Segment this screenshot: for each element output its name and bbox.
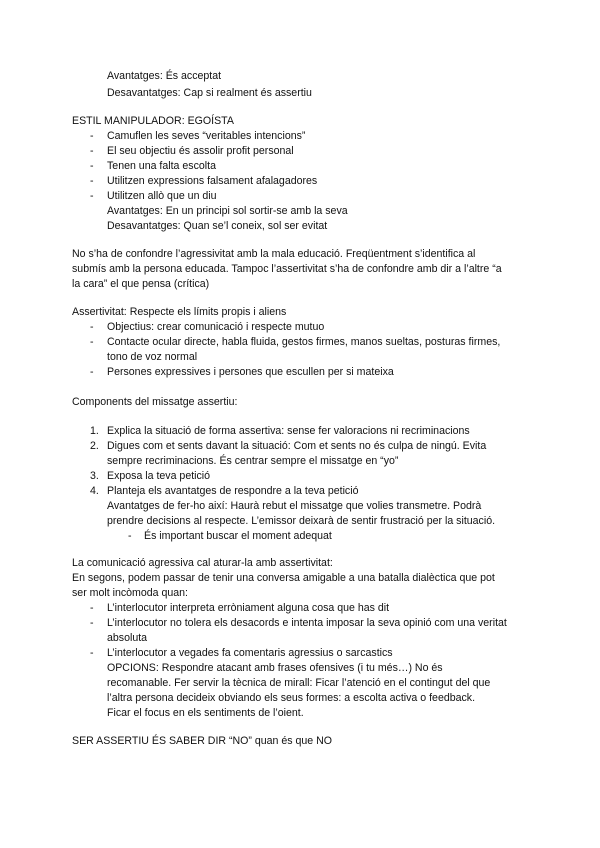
components-advantages: Avantatges de fer-ho així: Haurà rebut el missatge que volies transmetre. Podrà: [107, 500, 482, 512]
bullet-dash: -: [90, 647, 94, 659]
list-item: Camuflen les seves “veritables intencions”: [107, 130, 306, 142]
numbered-item: Exposa la teva petició: [107, 470, 211, 482]
list-item: Utilitzen allò que un diu: [107, 190, 217, 202]
bullet-dash: -: [128, 530, 132, 542]
list-item-continuation: tono de voz normal: [107, 351, 198, 363]
list-number: 2.: [90, 440, 99, 452]
options-line: OPCIONS: Respondre atacant amb frases ofensives (i tu més…) No és: [107, 662, 443, 674]
bullet-dash: -: [90, 366, 94, 378]
components-advantages-continuation: prendre decisions al respecte. L’emissor deixarà de sentir frustració per la situació.: [107, 515, 496, 527]
aggressive-line: ser molt incòmoda quan:: [72, 587, 189, 599]
list-item: Tenen una falta escolta: [107, 160, 216, 172]
components-title: Components del missatge assertiu:: [72, 396, 238, 408]
list-item: Contacte ocular directe, habla fluida, gestos firmes, manos sueltas, posturas firmes,: [107, 336, 501, 348]
numbered-item: Planteja els avantatges de respondre a la teva petició: [107, 485, 359, 497]
list-number: 4.: [90, 485, 99, 497]
intro-disadvantages: Desavantatges: Cap si realment és assertiu: [107, 87, 312, 99]
list-item: Utilitzen expressions falsament afalagadores: [107, 175, 318, 187]
numbered-item: Explica la situació de forma assertiva: sense fer valoracions ni recriminacions: [107, 425, 470, 437]
list-item-continuation: absoluta: [107, 632, 148, 644]
bullet-dash: -: [90, 160, 94, 172]
sub-list-item: És important buscar el moment adequat: [144, 530, 332, 542]
options-line: recomanable. Fer servir la tècnica de mirall: Ficar l’atenció en el contingut del que: [107, 677, 491, 689]
manipulator-title: ESTIL MANIPULADOR: EGOÍSTA: [72, 115, 234, 127]
aggressive-line: La comunicació agressiva cal aturar-la amb assertivitat:: [72, 557, 333, 569]
bullet-dash: -: [90, 145, 94, 157]
bullet-dash: -: [90, 175, 94, 187]
list-item: L’interlocutor a vegades fa comentaris agressius o sarcastics: [107, 647, 393, 659]
note-line: la cara” el que pensa (crítica): [72, 278, 210, 290]
bullet-dash: -: [90, 321, 94, 333]
bullet-dash: -: [90, 130, 94, 142]
manipulator-advantages: Avantatges: En un principi sol sortir-se amb la seva: [107, 205, 348, 217]
list-item: L’interlocutor interpreta erròniament alguna cosa que has dit: [107, 602, 390, 614]
note-line: No s’ha de confondre l’agressivitat amb la mala educació. Freqüentment s’identifica al: [72, 248, 476, 260]
note-line: submís amb la persona educada. Tampoc l’assertivitat s’ha de confondre amb dir a l’altre “a: [72, 263, 502, 275]
options-line: l’altra persona decideix obviando els seus formes: a escolta activa o feedback.: [107, 692, 476, 704]
numbered-item-continuation: sempre recriminacions. És centrar sempre el missatge en “yo”: [107, 455, 399, 467]
aggressive-line: En segons, podem passar de tenir una conversa amigable a una batalla dialèctica que pot: [72, 572, 495, 584]
list-number: 3.: [90, 470, 99, 482]
options-line: Ficar el focus en els sentiments de l’oient.: [107, 707, 304, 719]
closing-statement: SER ASSERTIU ÉS SABER DIR “NO” quan és que NO: [72, 735, 333, 747]
bullet-dash: -: [90, 617, 94, 629]
intro-advantages: Avantatges: És acceptat: [107, 70, 222, 82]
bullet-dash: -: [90, 190, 94, 202]
list-item: L’interlocutor no tolera els desacords e intenta imposar la seva opinió com una veritat: [107, 617, 507, 629]
list-item: Objectius: crear comunicació i respecte mutuo: [107, 321, 325, 333]
list-item: Persones expressives i persones que escullen per si mateixa: [107, 366, 394, 378]
bullet-dash: -: [90, 602, 94, 614]
numbered-item: Digues com et sents davant la situació: Com et sents no és culpa de ningú. Evita: [107, 440, 487, 452]
manipulator-disadvantages: Desavantatges: Quan se’l coneix, sol ser evitat: [107, 220, 328, 232]
list-item: El seu objectiu és assolir profit personal: [107, 145, 294, 157]
bullet-dash: -: [90, 336, 94, 348]
assertiveness-title: Assertivitat: Respecte els límits propis i aliens: [72, 306, 287, 318]
list-number: 1.: [90, 425, 99, 437]
